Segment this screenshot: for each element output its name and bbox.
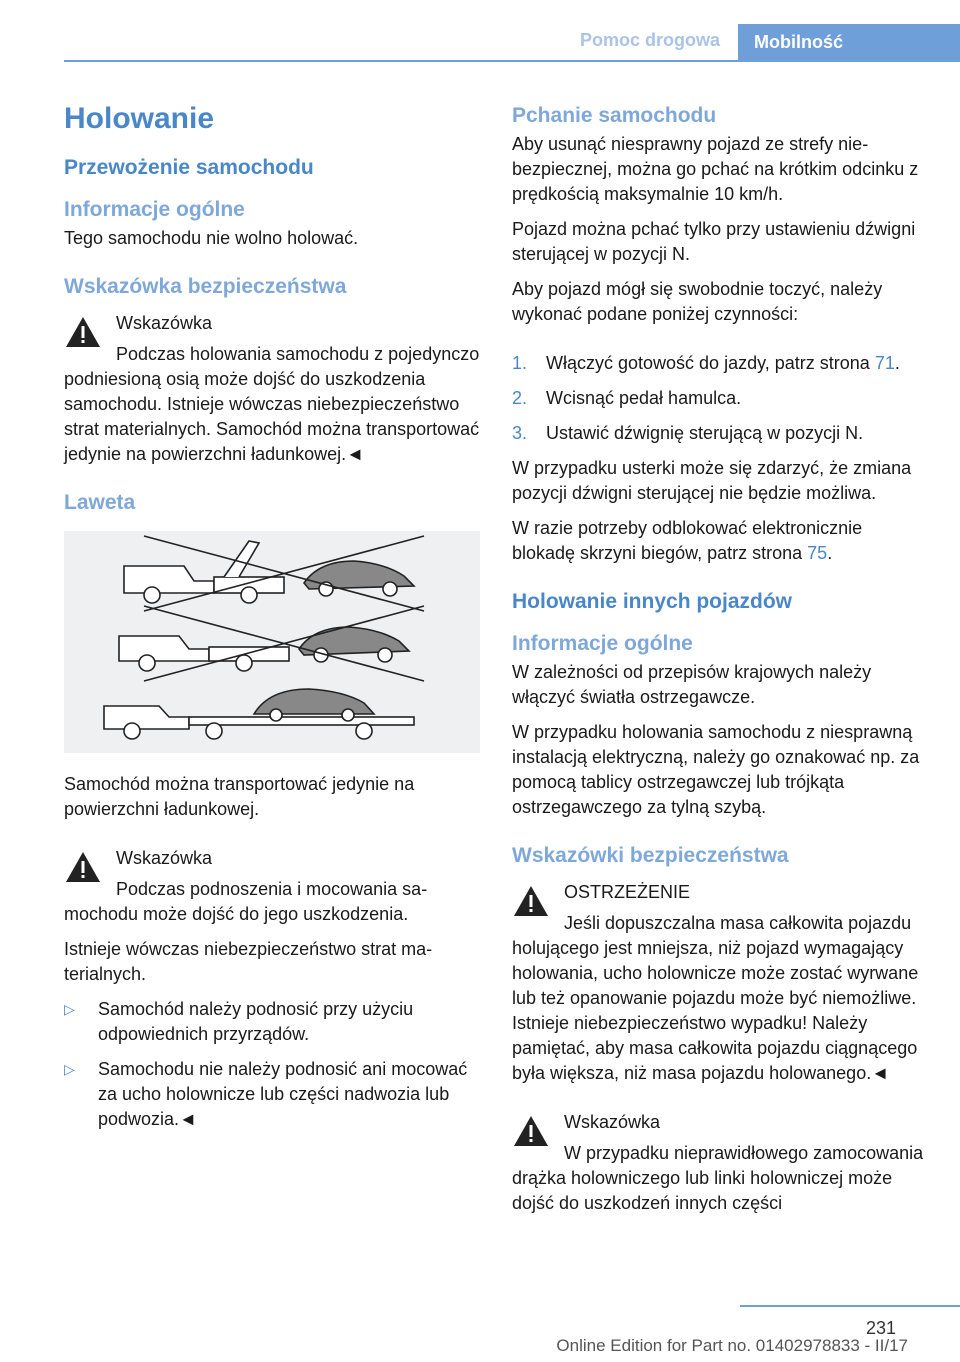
page-link[interactable]: 75 xyxy=(807,543,828,563)
page-link[interactable]: 71 xyxy=(874,353,895,373)
left-column xyxy=(64,96,480,1142)
warning-icon xyxy=(512,884,550,918)
heading-transport: Przewożenie samochodu xyxy=(64,156,314,179)
warning-title: OSTRZEŻENIE xyxy=(564,882,691,902)
warning-text: Jeśli dopuszczalna masa całkowita pojazdu holującego jest mniejsza, niż pojazd wymagający holowania, ucho holownicze może zostać wyrwane lub też opanowanie pojazdu może być niemożliwe. Istnieje niebezpieczeństwo wypadku! Należy pamiętać, aby masa całkowita pojazdu ciągnącego była większa, niż masa pojazdu holowanego.◄ xyxy=(512,913,919,1083)
warning-title: Wskazówka xyxy=(116,848,213,868)
warning-icon xyxy=(512,1114,550,1148)
header-rule xyxy=(64,60,960,62)
warning-text: Podczas holowania samochodu z pojedynczo podniesioną osią może dojść do uszkodzenia samochodu. Istnieje wówczas niebezpieczeństwo strat materialnych. Samochód można transportować jedynie na powierzchni ładunkowej.◄ xyxy=(64,344,480,464)
bullet-marker-icon: ▷ xyxy=(64,1001,75,1017)
push-text-3: Aby pojazd mógł się swobodnie toczyć, należy wykonać podane poniżej czynności: xyxy=(512,279,883,324)
heading-push: Pchanie samochodu xyxy=(512,104,717,127)
warning-icon xyxy=(64,315,102,349)
section-title: Pomoc drogowa xyxy=(579,30,720,50)
push-text-2: Pojazd można pchać tylko przy ustawieniu dźwigni sterującej w pozycji N. xyxy=(512,219,916,264)
page-title: Holowanie xyxy=(64,102,215,135)
warning-title: Wskazówka xyxy=(564,1112,661,1132)
bullet-item xyxy=(64,997,480,1047)
warning-note-2 xyxy=(64,846,480,927)
page-header xyxy=(0,0,960,62)
warning-note-1 xyxy=(64,311,480,467)
page-number: 231 xyxy=(865,1318,896,1338)
warning-text: Podczas podnoszenia i mocowania samochodu może dojść do jego uszkodzenia. xyxy=(64,879,428,924)
step-number: 1. xyxy=(512,353,528,373)
heading-general-info: Informacje ogólne xyxy=(64,198,245,221)
step-text: Wcisnąć pedał hamulca. xyxy=(546,388,742,408)
edition-footer: Online Edition for Part no. 01402978833 - II/17 xyxy=(556,1336,908,1355)
step-text-after: . xyxy=(894,353,900,373)
heading-safety-2: Wskazówki bezpieczeństwa xyxy=(512,844,789,867)
step-item xyxy=(512,386,928,411)
fault-text: W przypadku usterki może się zdarzyć, że zmiana pozycji dźwigni sterującej nie będzie możliwa. xyxy=(512,458,912,503)
chapter-tab: Mobilność xyxy=(738,24,960,62)
warning-note-3 xyxy=(512,880,928,1086)
hazard-text: W zależności od przepisów krajowych należy włączyć światła ostrzegawcze. xyxy=(512,662,872,707)
warning-note-4 xyxy=(512,1110,928,1216)
step-item xyxy=(512,351,928,376)
warning-text: W przypadku nieprawidłowego zamocowania drążka holowniczego lub linki holowniczej może dojść do uszkodzeń innych części xyxy=(512,1143,924,1213)
warning-icon xyxy=(64,850,102,884)
step-number: 2. xyxy=(512,388,528,408)
general-text: Tego samochodu nie wolno holować. xyxy=(64,228,359,248)
step-text: Włączyć gotowość do jazdy, patrz strona xyxy=(546,353,875,373)
step-item xyxy=(512,421,928,446)
bullet-text: Samochodu nie należy podnosić ani mocować za ucho holownicze lub części nadwozia lub podwozia.◄ xyxy=(98,1059,468,1129)
heading-laweta: Laweta xyxy=(64,491,136,514)
risk-text: Istnieje wówczas niebezpieczeństwo strat materialnych. xyxy=(64,939,433,984)
heading-general-info-2: Informacje ogólne xyxy=(512,632,693,655)
step-text: Ustawić dźwignię sterującą w pozycji N. xyxy=(546,423,864,443)
push-text-1: Aby usunąć niesprawny pojazd ze strefy niebezpiecznej, można go pchać na krótkim odcinku z prędkością maksymalnie 10 km/h. xyxy=(512,134,919,204)
heading-safety: Wskazówka bezpieczeństwa xyxy=(64,275,347,298)
right-column xyxy=(512,96,928,1226)
figure-caption: Samochód można transportować jedynie na powierzchni ładunkowej. xyxy=(64,774,415,819)
step-number: 3. xyxy=(512,423,528,443)
bullet-marker-icon: ▷ xyxy=(64,1061,75,1077)
heading-tow-other: Holowanie innych pojazdów xyxy=(512,590,793,613)
unlock-text-after: . xyxy=(827,543,833,563)
electric-text: W przypadku holowania samochodu z niesprawną instalacją elektryczną, należy go oznakować np. za pomocą tablicy ostrzegawczej lub trójkąta ostrzegawczego za tylną szybą. xyxy=(512,722,920,817)
warning-title: Wskazówka xyxy=(116,313,213,333)
unlock-text: W razie potrzeby odblokować elektronicznie blokadę skrzyni biegów, patrz strona xyxy=(512,518,863,563)
footer-rule xyxy=(740,1305,960,1307)
tow-truck-figure xyxy=(64,531,480,753)
bullet-text: Samochód należy podnosić przy użyciu odpowiednich przyrządów. xyxy=(98,999,414,1044)
bullet-item xyxy=(64,1057,480,1132)
